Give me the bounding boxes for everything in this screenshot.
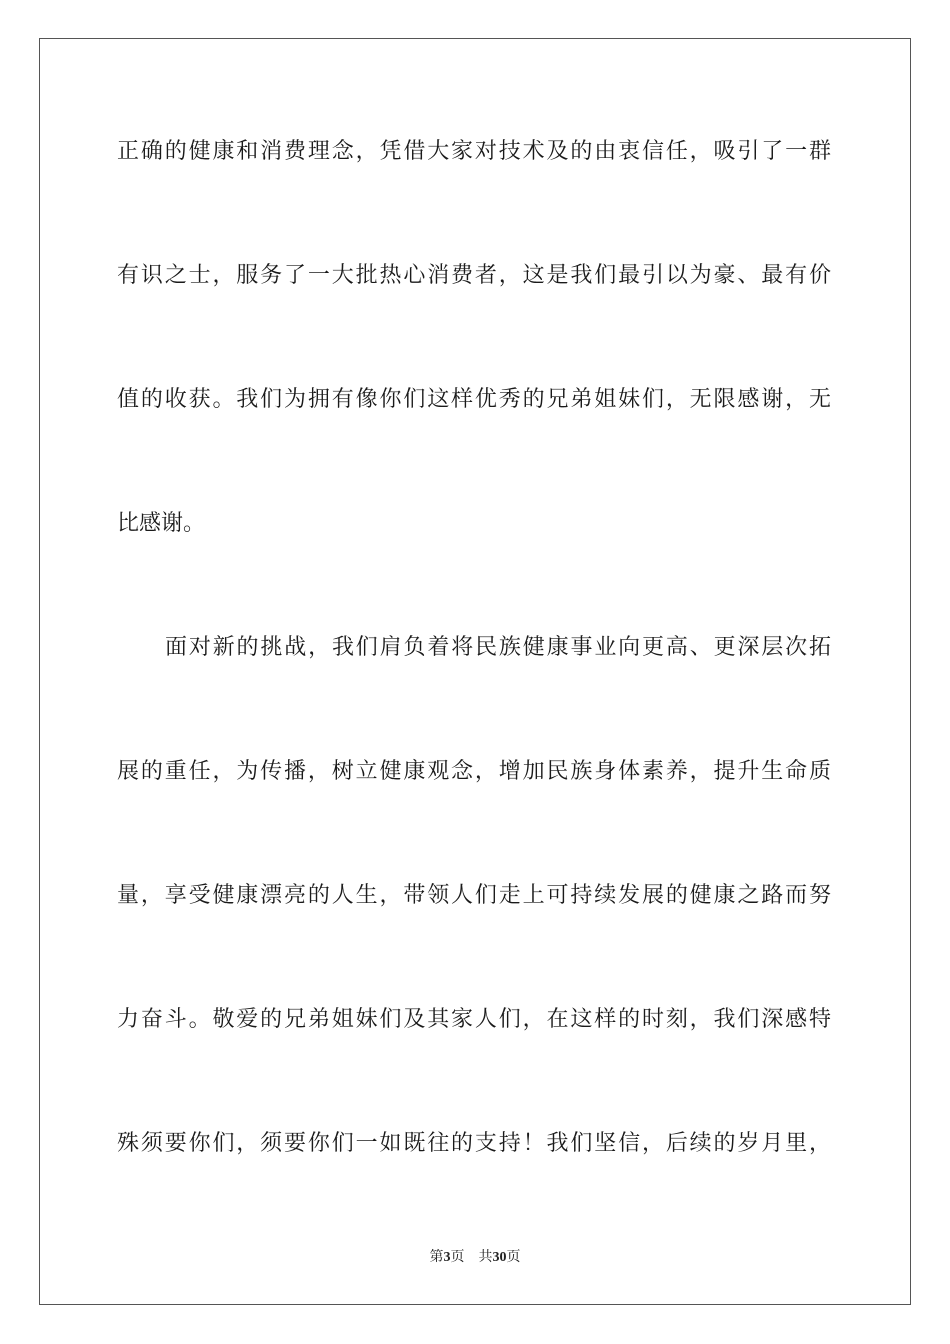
total-label-suffix: 页: [506, 1249, 521, 1265]
body-text-line-4: 比感谢。: [117, 511, 206, 536]
body-text-line-3: 值的收获。我们为拥有像你们这样优秀的兄弟姐妹们，无限感谢，无: [117, 387, 831, 412]
body-text-line-5: 面对新的挑战，我们肩负着将民族健康事业向更高、更深层次拓: [165, 635, 831, 660]
page-label-suffix: 页: [450, 1249, 465, 1265]
body-text-line-8: 力奋斗。敬爱的兄弟姐妹们及其家人们，在这样的时刻，我们深感特: [117, 1007, 831, 1032]
total-pages: 30: [492, 1250, 507, 1265]
page-number: 3: [443, 1250, 451, 1265]
page-footer: [0, 1248, 950, 1267]
body-text-line-6: 展的重任，为传播，树立健康观念，增加民族身体素养，提升生命质: [117, 759, 831, 784]
body-text-line-1: 正确的健康和消费理念，凭借大家对技术及的由衷信任，吸引了一群: [117, 139, 831, 164]
page-border: [39, 38, 911, 1305]
body-text-line-7: 量，享受健康漂亮的人生，带领人们走上可持续发展的健康之路而努: [117, 883, 831, 908]
page-label-prefix: 第: [429, 1249, 444, 1265]
body-text-line-2: 有识之士，服务了一大批热心消费者，这是我们最引以为豪、最有价: [117, 263, 831, 288]
total-label-prefix: 共: [478, 1249, 493, 1265]
body-text-line-9: 殊须要你们，须要你们一如既往的支持！我们坚信，后续的岁月里，: [117, 1131, 831, 1156]
